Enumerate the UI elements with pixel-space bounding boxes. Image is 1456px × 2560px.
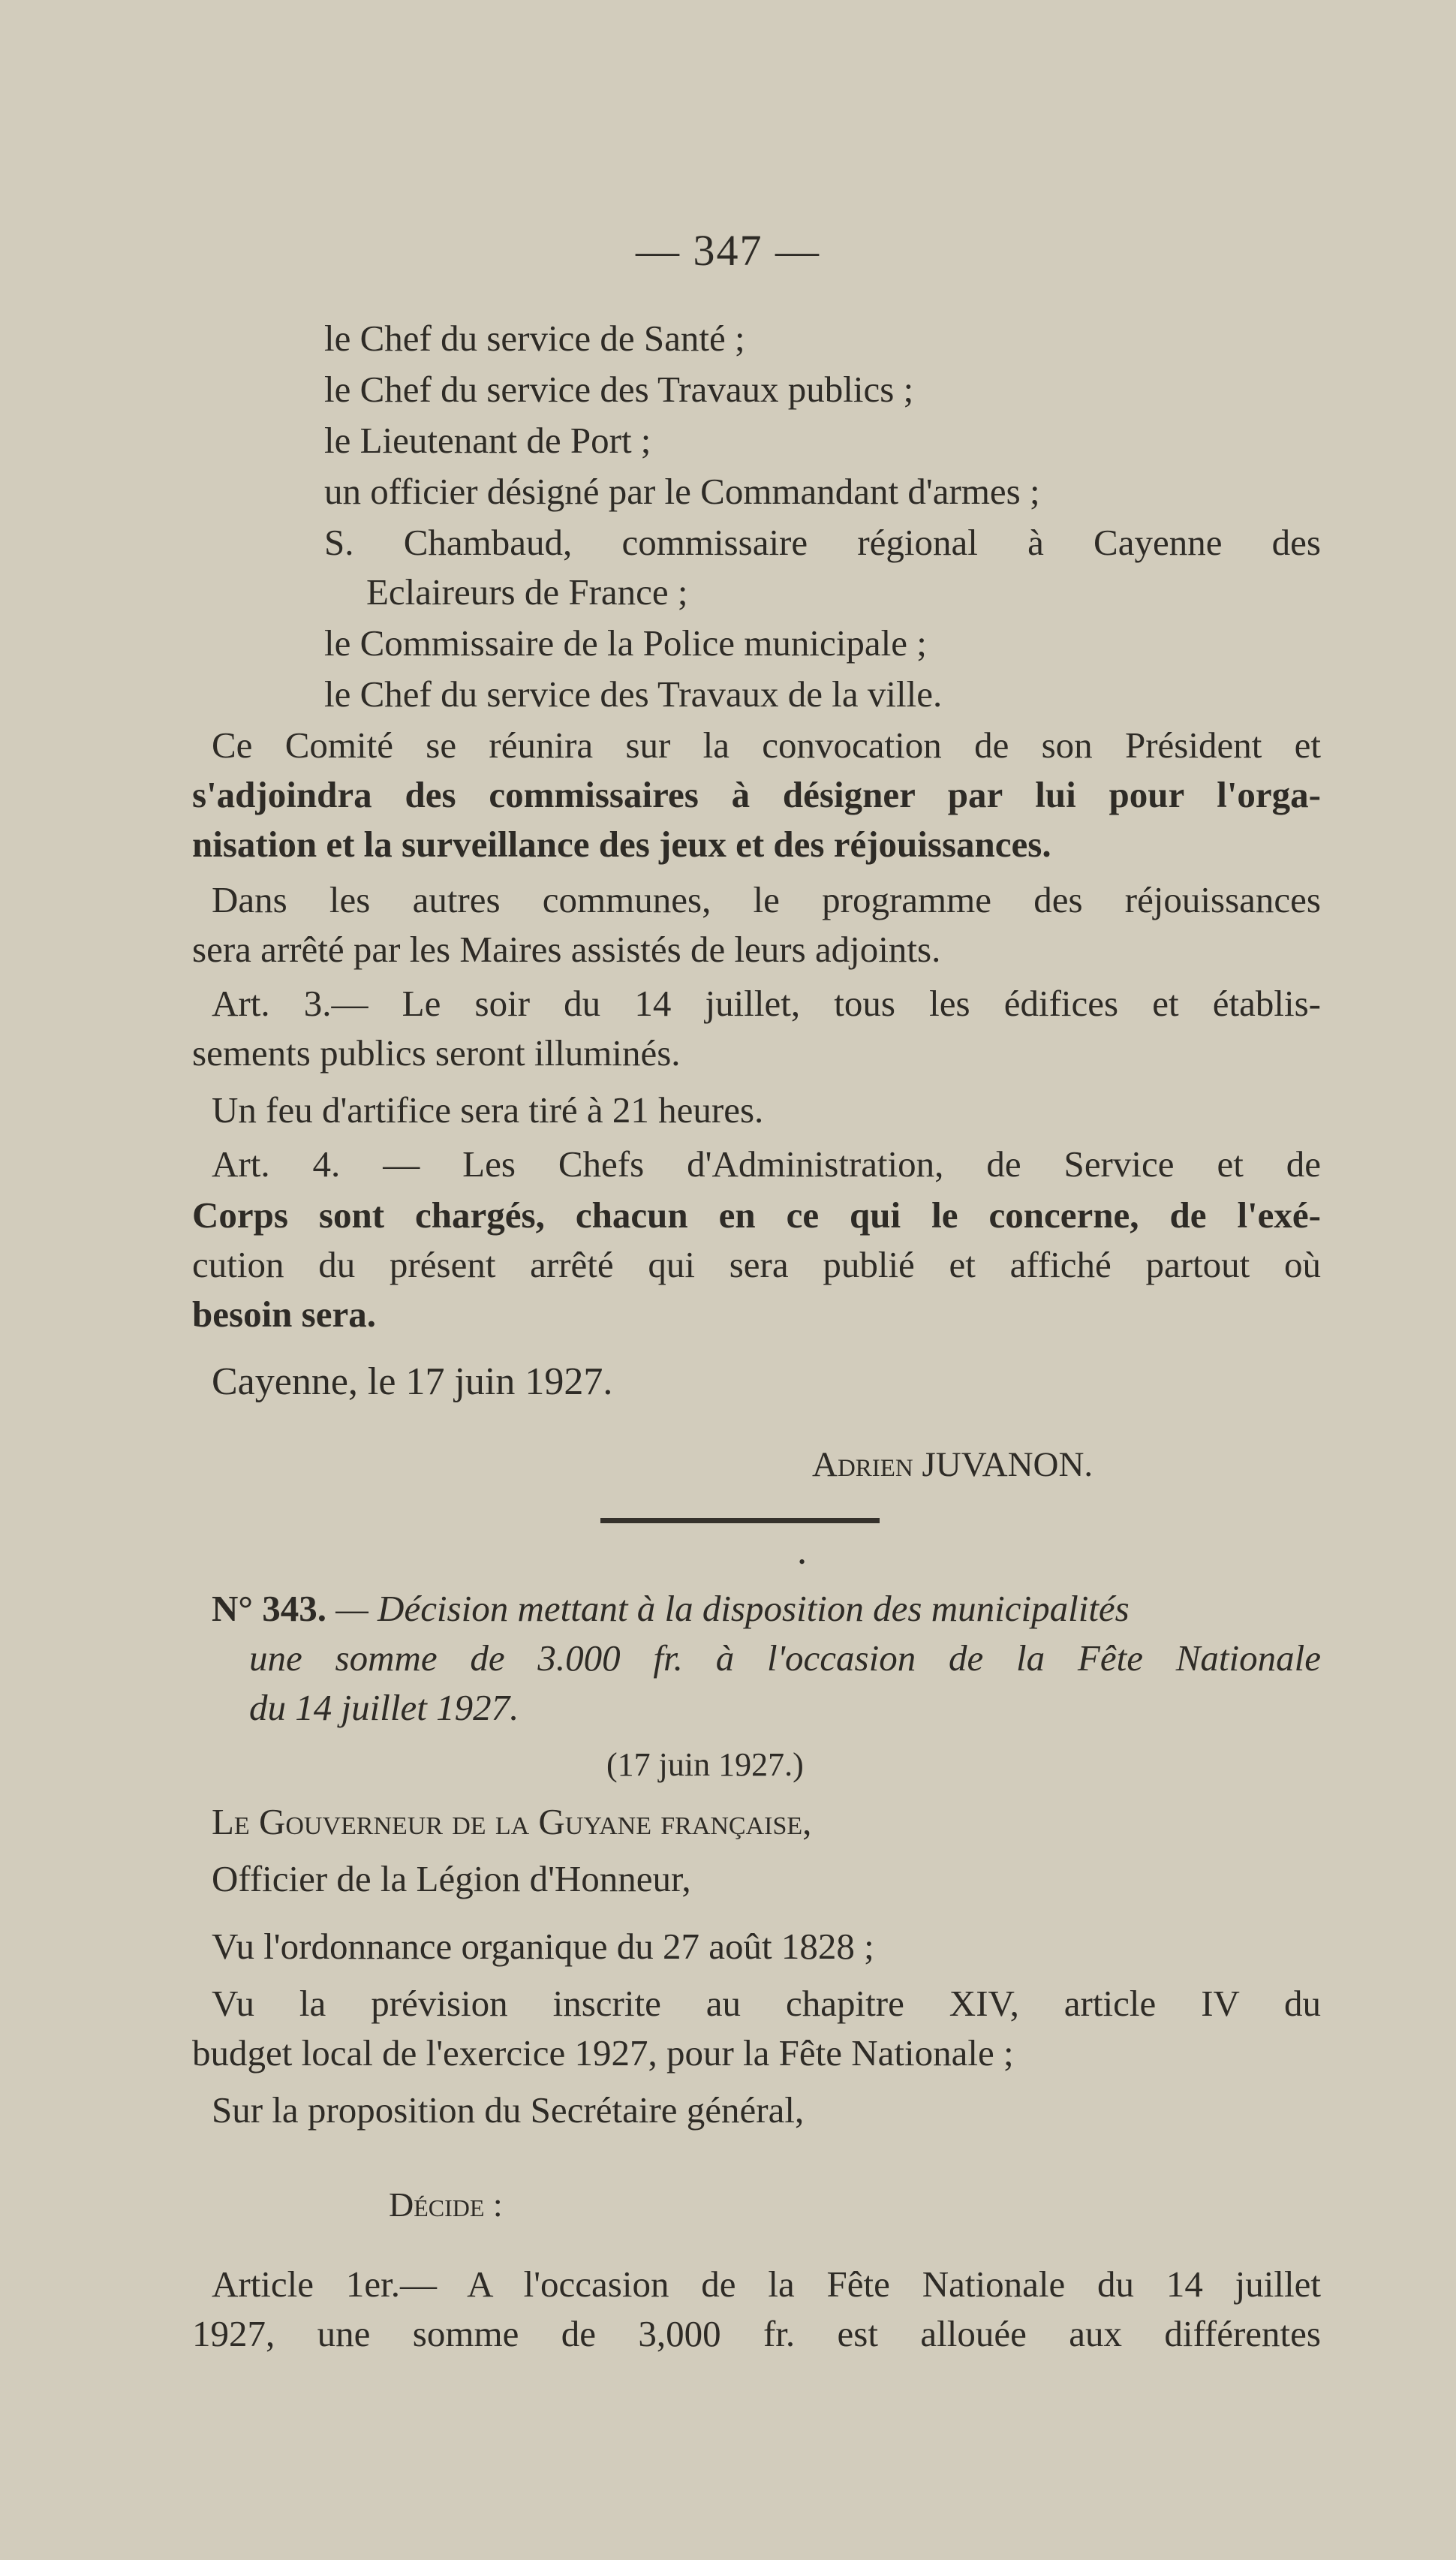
paragraph-line: Dans les autres communes, le programme des réjouissances	[212, 879, 1321, 920]
article-4-line: cution du présent arrêté qui sera publié et affiché partout où	[192, 1244, 1321, 1285]
decision-line: 1927, une somme de 3,000 fr. est allouée aux différentes	[192, 2313, 1321, 2354]
place-date: Cayenne, le 17 juin 1927.	[212, 1360, 613, 1403]
article-3-line: Un feu d'artifice sera tiré à 21 heures.	[212, 1089, 764, 1131]
article-4-line: besoin sera.	[192, 1294, 376, 1335]
list-item: le Chef du service de Santé ;	[324, 318, 745, 359]
list-item: le Commissaire de la Police municipale ;	[324, 622, 927, 664]
paragraph-line: nisation et la surveillance des jeux et des réjouissances.	[192, 824, 1051, 865]
ornament: •	[799, 1551, 806, 1573]
list-item: le Chef du service des Travaux publics ;	[324, 369, 914, 410]
signature: Adrien JUVANON.	[812, 1445, 1094, 1484]
list-item: le Lieutenant de Port ;	[324, 420, 651, 461]
decision-title-line: — Décision mettant à la disposition des municipalités	[335, 1588, 1130, 1629]
list-item: S. Chambaud, commissaire régional à Cayenne des	[324, 522, 1321, 563]
paragraph-line: s'adjoindra des commissaires à désigner par lui pour l'orga-	[192, 774, 1321, 815]
decision-title-line: du 14 juillet 1927.	[249, 1687, 519, 1728]
article-4-line: Art. 4. — Les Chefs d'Administration, de Service et de	[212, 1143, 1321, 1185]
decision-number: N° 343.	[212, 1588, 326, 1629]
decision-line: Le Gouverneur de la Guyane française,	[212, 1801, 812, 1842]
paragraph-line: sera arrêté par les Maires assistés de leurs adjoints.	[192, 929, 941, 970]
list-item: le Chef du service des Travaux de la ville.	[324, 673, 943, 715]
decision-heading	[212, 1584, 1321, 1634]
article-4-line: Corps sont chargés, chacun en ce qui le concerne, de l'exé-	[192, 1194, 1321, 1236]
page-number: — 347 —	[636, 226, 820, 275]
article-3-line: Art. 3.— Le soir du 14 juillet, tous les édifices et établis-	[212, 983, 1321, 1024]
article-3-line: sements publics seront illuminés.	[192, 1032, 681, 1074]
decision-line: Officier de la Légion d'Honneur,	[212, 1858, 691, 1899]
decision-line: Vu l'ordonnance organique du 27 août 1828 ;	[212, 1926, 874, 1967]
decision-line: budget local de l'exercice 1927, pour la Fête Nationale ;	[192, 2032, 1014, 2074]
decision-line: Sur la proposition du Secrétaire général,	[212, 2089, 805, 2131]
decision-line: Article 1er.— A l'occasion de la Fête Nationale du 14 juillet	[212, 2263, 1321, 2305]
list-item: un officier désigné par le Commandant d'armes ;	[324, 471, 1040, 512]
section-divider	[600, 1518, 880, 1523]
decision-title-line: une somme de 3.000 fr. à l'occasion de la Fête Nationale	[249, 1637, 1321, 1679]
decision-date: (17 juin 1927.)	[606, 1746, 804, 1783]
decision-line: Vu la prévision inscrite au chapitre XIV, article IV du	[212, 1983, 1321, 2024]
list-item: Eclaireurs de France ;	[366, 571, 688, 613]
paragraph-line: Ce Comité se réunira sur la convocation de son Président et	[212, 724, 1321, 766]
decide-heading: Décide :	[389, 2185, 503, 2224]
